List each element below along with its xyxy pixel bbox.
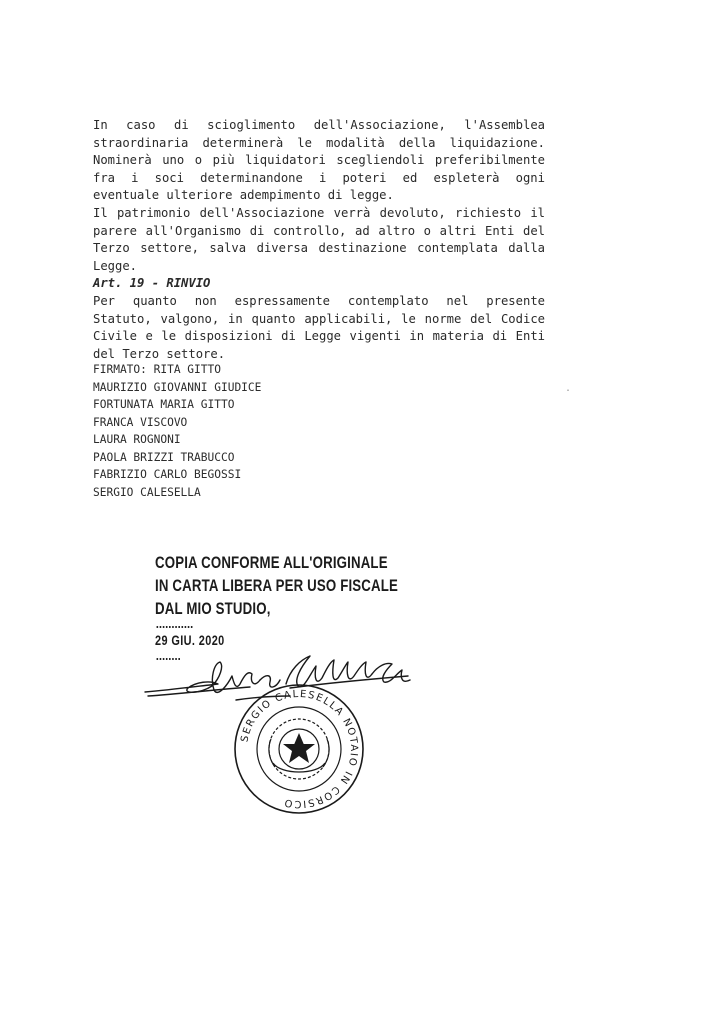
signatory: FIRMATO: RITA GITTO: [93, 363, 221, 376]
stamp-line: DAL MIO STUDIO,: [155, 599, 271, 618]
text-line: Nominerà uno o più liquidatori scegliendoli preferibilmente: [93, 153, 545, 168]
text-line: Il patrimonio dell'Associazione verrà devoluto, richiesto il: [93, 205, 545, 220]
text-line: In caso di scioglimento dell'Associazione, l'Assemblea: [93, 118, 545, 132]
article-heading: Art. 19 - RINVIO: [93, 276, 211, 291]
stamp-date: 29 GIU. 2020: [155, 632, 225, 648]
text-line: Terzo settore, salva diversa destinazione contemplata dalla: [93, 241, 545, 256]
signatory: SERGIO CALESELLA: [93, 485, 201, 499]
margin-mark: .: [565, 383, 572, 394]
text-line: fra i soci determinandone i poteri ed espleterà ogni: [93, 170, 545, 185]
text-line: Statuto, valgono, in quanto applicabili, le norme del Codice: [93, 311, 545, 326]
signatory: FORTUNATA MARIA GITTO: [93, 398, 235, 411]
text-line: parere all'Organismo di controllo, ad altro o altri Enti del: [93, 223, 545, 238]
seal-ring-text: SERGIO CALESELLA NOTAIO IN CORSICO: [239, 688, 360, 810]
text-line: eventuale ulteriore adempimento di legge.: [93, 188, 394, 203]
text-line: del Terzo settore.: [93, 346, 226, 361]
text-line: Civile e le disposizioni di Legge vigenti in materia di Enti: [93, 329, 545, 344]
text-line: Legge.: [93, 258, 138, 273]
signatory: PAOLA BRIZZI TRABUCCO: [93, 450, 235, 464]
stamp-line: IN CARTA LIBERA PER USO FISCALE: [155, 576, 399, 595]
signatory: FABRIZIO CARLO BEGOSSI: [93, 468, 242, 481]
text-line: Per quanto non espressamente contemplato nel presente: [93, 293, 545, 308]
signatory: FRANCA VISCOVO: [93, 415, 188, 429]
signatories-list: [93, 361, 261, 501]
signatory: LAURA ROGNONI: [93, 433, 181, 446]
notary-seal-icon: [232, 682, 366, 816]
stamp-line: COPIA CONFORME ALL'ORIGINALE: [155, 553, 388, 572]
statute-text: [93, 117, 545, 363]
text-line: straordinaria determinerà le modalità della liquidazione.: [93, 135, 545, 150]
signatory: MAURIZIO GIOVANNI GIUDICE: [93, 380, 262, 394]
dotted-leader: [157, 620, 193, 628]
